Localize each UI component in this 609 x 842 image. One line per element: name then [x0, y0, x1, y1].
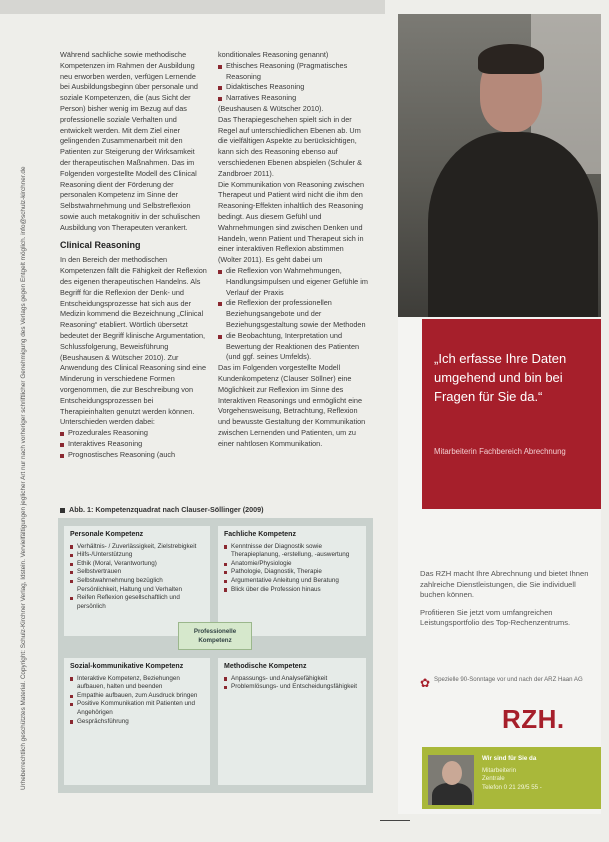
list-item: Interaktive Kompetenz, Beziehungen aufbauen, halten und beenden — [70, 675, 204, 692]
figure-caption — [60, 505, 370, 514]
quadrant-title: Sozial-kommunikative Kompetenz — [70, 663, 184, 670]
contact-title: Wir sind für Sie da — [482, 755, 537, 762]
list-item: Interaktives Reasoning — [60, 439, 207, 450]
ad-paragraph: Das RZH macht Ihre Abrechnung und bietet Ihnen zahlreiche Dienstleistungen, die Sie individuell buchen können. — [420, 569, 589, 599]
contact-text — [482, 755, 597, 792]
advertisement — [398, 14, 601, 814]
list-item: Prozedurales Reasoning — [60, 428, 207, 439]
reasoning-list — [60, 428, 207, 460]
top-band — [0, 0, 385, 14]
quadrant-list — [224, 675, 360, 692]
body-paragraph: Die Kommunikation von Reasoning zwischen Therapeut und Patient wird nicht die ihm den Reasoning-Effekten inhaltlich des Reasoning bedingt. Aus diesem Gefühl und Wahrnehmungen sind zwischen Denken und Handeln, wenn Patient und Therapeut sich in einer interaktiven Reflexion abstimmen (Wolter 2011). Es geht dabei um — [218, 179, 365, 265]
flame-icon: ✿ — [420, 676, 431, 690]
quadrant-personal — [64, 526, 210, 636]
reasoning-list-cont — [218, 61, 368, 104]
ad-quote: „Ich erfasse Ihre Daten umgehend und bin bei Fragen für Sie da.“ — [434, 351, 567, 404]
list-item: Selbstwahrnehmung bezüglich Persönlichkeit, Haltung und Verhalten — [70, 577, 204, 594]
contact-line: Telefon 0 21 29/5 55 - — [482, 783, 542, 791]
copyright-side-note — [20, 70, 34, 790]
copyright-text: Urheberrechtlich geschütztes Material. Copyright: Schulz-Kirchner Verlag, Idstein. Vervielfältigungen jeglicher Art nur nach vorheriger schriftlicher Genehmigung des Verlags gegen Entgelt möglich. info@schulz-kirchner.de — [20, 166, 27, 790]
list-item: die Beobachtung, Interpretation und Bewertung der Reaktionen des Patienten (und ggf. seines Umfelds). — [218, 331, 368, 363]
ad-signature: Mitarbeiterin Fachbereich Abrechnung — [434, 447, 566, 456]
right-column — [218, 50, 368, 449]
list-item: Pathologie, Diagnostik, Therapie — [224, 568, 360, 577]
section-heading: Clinical Reasoning — [60, 239, 141, 250]
list-item: Reifen Reflexion gesellschaftlich und persönlich — [70, 594, 204, 611]
quadrant-professional — [218, 526, 366, 636]
page-rule — [380, 820, 410, 821]
contact-line: Mitarbeiterin — [482, 766, 517, 774]
quote-box — [422, 319, 601, 509]
ad-paragraph: Profitieren Sie jetzt vom umfangreichen Leistungsportfolio des Top-Rechenzentrums. — [420, 607, 571, 627]
square-bullet-icon — [60, 508, 65, 513]
body-paragraph: Das im Folgenden vorgestellte Modell Kundenkompetenz (Clauser Söllner) eine Möglichkeit zur Reflexion im Sinne des Interaktiven Reasonings und ermöglicht eine Vorgehensweisung, Betrachtung, Reflexion und bewusste Gestaltung der Kommunikation zwischen Lernenden und Patienten, um zu einer nahtlosen Kommunikation. — [218, 363, 366, 448]
list-item: Anatomie/Physiologie — [224, 560, 360, 569]
list-item: Prognostisches Reasoning (auch — [60, 450, 207, 461]
left-column — [60, 50, 207, 460]
quadrant-title: Fachliche Kompetenz — [224, 531, 296, 538]
quadrant-methodical — [218, 658, 366, 785]
quadrant-title: Personale Kompetenz — [70, 531, 144, 538]
list-item: Blick über die Profession hinaus — [224, 586, 360, 595]
contact-line: Zentrale — [482, 775, 505, 783]
list-item: Positive Kommunikation mit Patienten und Angehörigen — [70, 700, 204, 717]
competence-square-figure — [58, 518, 373, 793]
quadrant-list — [224, 543, 360, 595]
body-paragraph: In den Bereich der methodischen Kompetenzen fällt die Fähigkeit der Reflexion des eigenen therapeutischen Handelns. Als Begriff für die Reflexion der Denk- und Entscheidungsprozesse hat sich aus der Medizin kommend die Bezeichnung „Clinical Reasoning“ etabliert. Wörtlich übersetzt bedeutet der Begriff klinische Argumentation, Schlussfolgerung, Beweisführung (Beushausen & Wütscher 2010). Zur Anwendung des Clinical Reasoning sind eine Minderung in verschiedene Formen vorgenommen, die zur Beschreibung von Entscheidungsprozessen bei Therapieinhalten genutzt werden können. Unterschieden werden dabei: — [60, 255, 207, 427]
list-item: Narratives Reasoning — [218, 93, 368, 104]
list-item: Hilfs-/Unterstützung — [70, 551, 204, 560]
ad-photo — [398, 14, 601, 317]
list-item: die Reflexion von Wahrnehmungen, Handlungsimpulsen und eigener Gefühle im Verlauf der Praxis — [218, 266, 368, 298]
list-item: die Reflexion der professionellen Beziehungsangebote und der Beziehungsgestaltung sowie der Methoden — [218, 298, 368, 330]
list-item: Didaktisches Reasoning — [218, 82, 368, 93]
reference-text: (Beushausen & Wütscher 2010). — [218, 103, 324, 113]
contact-body-shape — [432, 783, 472, 805]
award-note — [420, 676, 584, 690]
person-hair-shape — [478, 44, 544, 74]
ad-text — [420, 569, 590, 636]
quadrant-list — [70, 675, 204, 727]
body-paragraph: Das Therapiegeschehen spielt sich in der Regel auf unterschiedlichen Ebenen ab. Um die vielfältigen Aspekte zu berücksichtigen, kann sich des Reasoning ebenso auf verschiedenen Ebenen abspielen (Schuler & Zandbroer 2011). — [218, 114, 363, 178]
award-text: Spezielle 90-Sonntage vor und nach der ARZ Haan AG — [434, 676, 583, 683]
intro-paragraph: Während sachliche sowie methodische Kompetenzen im Rahmen der Ausbildung neu erworben werden, verfügen Lernende bei Ausbildungsbeginn über personale und soziale Kompetenzen, die (aus Sicht der Person) bisher wenig im Bezug auf das professionelle soziale Verhalten und entwickelt werden. Mit dem Ziel einer gelingenden Zusammenarbeit mit den Patienten zur Steigerung der Wirksamkeit der therapeutischen Maßnahmen. Das im Folgenden vorgestellte Modell des Clinical Reasoning dient der Förderung der personalen Kompetenz im Sinne der Selbstwahrnehmung und Selbstreflexion sowie auch metakognitiv in der schulischen Ausbildung von Therapeuten verankert. — [60, 50, 200, 232]
quadrant-title: Methodische Kompetenz — [224, 663, 307, 670]
center-competence-label: Professionelle Kompetenz — [178, 622, 252, 650]
list-item: Ethik (Moral, Verantwortung) — [70, 560, 204, 569]
list-item: Anpassungs- und Analysefähigkeit — [224, 675, 360, 684]
person-body-shape — [428, 132, 598, 317]
reflection-list — [218, 266, 368, 363]
rzh-logo: RZH. — [502, 704, 565, 734]
contact-photo — [428, 755, 474, 805]
list-item: Selbstvertrauen — [70, 568, 204, 577]
list-item: Empathie aufbauen, zum Ausdruck bringen — [70, 692, 204, 701]
list-item: Argumentative Anleitung und Beratung — [224, 577, 360, 586]
list-item: Ethisches Reasoning (Pragmatisches Reasoning — [218, 61, 368, 83]
continued-text: konditionales Reasoning genannt) — [218, 50, 329, 59]
list-item: Kenntnisse der Diagnostik sowie Therapieplanung, -erstellung, -auswertung — [224, 543, 360, 560]
list-item: Verhältnis- / Zuverlässigkeit, Zielstrebigkeit — [70, 543, 204, 552]
contact-box — [422, 747, 601, 809]
contact-head-shape — [442, 761, 462, 785]
quadrant-list — [70, 543, 204, 612]
figure-caption-text: Abb. 1: Kompetenzquadrat nach Clauser-Söllinger (2009) — [69, 505, 264, 514]
list-item: Problemlösungs- und Entscheidungsfähigkeit — [224, 683, 360, 692]
quadrant-social — [64, 658, 210, 785]
list-item: Gesprächsführung — [70, 718, 204, 727]
